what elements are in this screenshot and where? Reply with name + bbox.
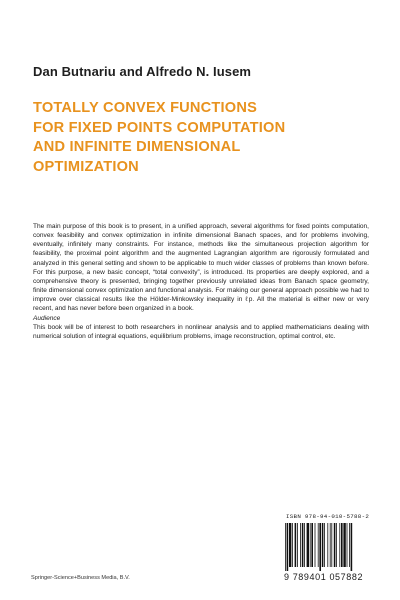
- barcode-bar: [331, 523, 332, 567]
- barcode-bar: [285, 523, 286, 571]
- barcode-bar: [347, 523, 348, 567]
- audience-heading: Audience: [33, 314, 61, 322]
- barcode-bar: [334, 523, 336, 567]
- isbn-label: ISBN 978-94-010-5788-2: [286, 513, 370, 520]
- barcode-bar: [307, 523, 309, 567]
- barcode-bar: [292, 523, 293, 567]
- book-title-line-4: OPTIMIZATION: [33, 158, 139, 175]
- book-title-line-2: FOR FIXED POINTS COMPUTATION: [33, 119, 286, 136]
- barcode-bar: [339, 523, 340, 567]
- barcode-bar: [289, 523, 291, 567]
- book-description: The main purpose of this book is to present, in a unified approach, several algorithms for fixed points computation, convex feasibility and convex optimization in infinite dimensional Banach spaces, and for problems involving, eventually, infinitely many constraints. For instance, methods like the simultaneous projection algorithm for feasibility, the proximal point algorithm and the augmented Lagrangian algorithm are rigorously formulated and analyzed in this general setting and shown to be applicable to much wider classes of problems than known before. For this purpose, a new basic concept, “total convexity”, is introduced. Its properties are deeply explored, and a comprehensive theory is presented, bringing together previously unrelated ideas from Banach space geometry, finite dimensional convex optimization and functional analysis. For making our general approach possible we had to improve over classical results like the Hölder-Minkowsky inequality in ℓp. All the material is either new or very recent, and has never before been organized in a book.: [33, 223, 369, 313]
- barcode-bar: [310, 523, 311, 567]
- barcode-bar: [336, 523, 337, 567]
- barcode-bar: [315, 523, 316, 567]
- back-cover-text: [33, 222, 369, 341]
- barcode-bar: [319, 523, 321, 571]
- barcode-bar: [311, 523, 313, 567]
- barcode-image: [284, 523, 372, 571]
- barcode-bar: [351, 523, 353, 571]
- isbn-barcode-block: [284, 513, 374, 585]
- barcode-bar: [304, 523, 305, 567]
- barcode-bar: [300, 523, 301, 567]
- book-authors: Dan Butnariu and Alfredo N. Iusem: [33, 64, 252, 79]
- book-title-line-1: TOTALLY CONVEX FUNCTIONS: [33, 100, 257, 116]
- publisher-name: Springer-Science+Business Media, B.V.: [31, 575, 130, 581]
- barcode-bar: [341, 523, 343, 567]
- barcode-bar: [324, 523, 325, 567]
- barcode-bar: [302, 523, 304, 567]
- book-title: [33, 99, 373, 177]
- audience-text: This book will be of interest to both researchers in nonlinear analysis and to applied mathematicians dealing with numerical solution of integral equations, equilibrium problems, image reconstruction, optimal control, etc.: [33, 323, 369, 340]
- barcode-bar: [330, 523, 331, 567]
- book-title-line-3: AND INFINITE DIMENSIONAL: [33, 139, 241, 155]
- barcode-bar: [318, 523, 319, 567]
- barcode-bar: [349, 523, 350, 567]
- barcode-bar: [343, 523, 345, 567]
- barcode-bar: [287, 523, 289, 571]
- barcode-bar: [327, 523, 328, 567]
- barcode-number: 9 789401 057882: [284, 572, 364, 582]
- barcode-bar: [295, 523, 297, 567]
- barcode-bar: [322, 523, 324, 567]
- barcode-bar: [297, 523, 298, 567]
